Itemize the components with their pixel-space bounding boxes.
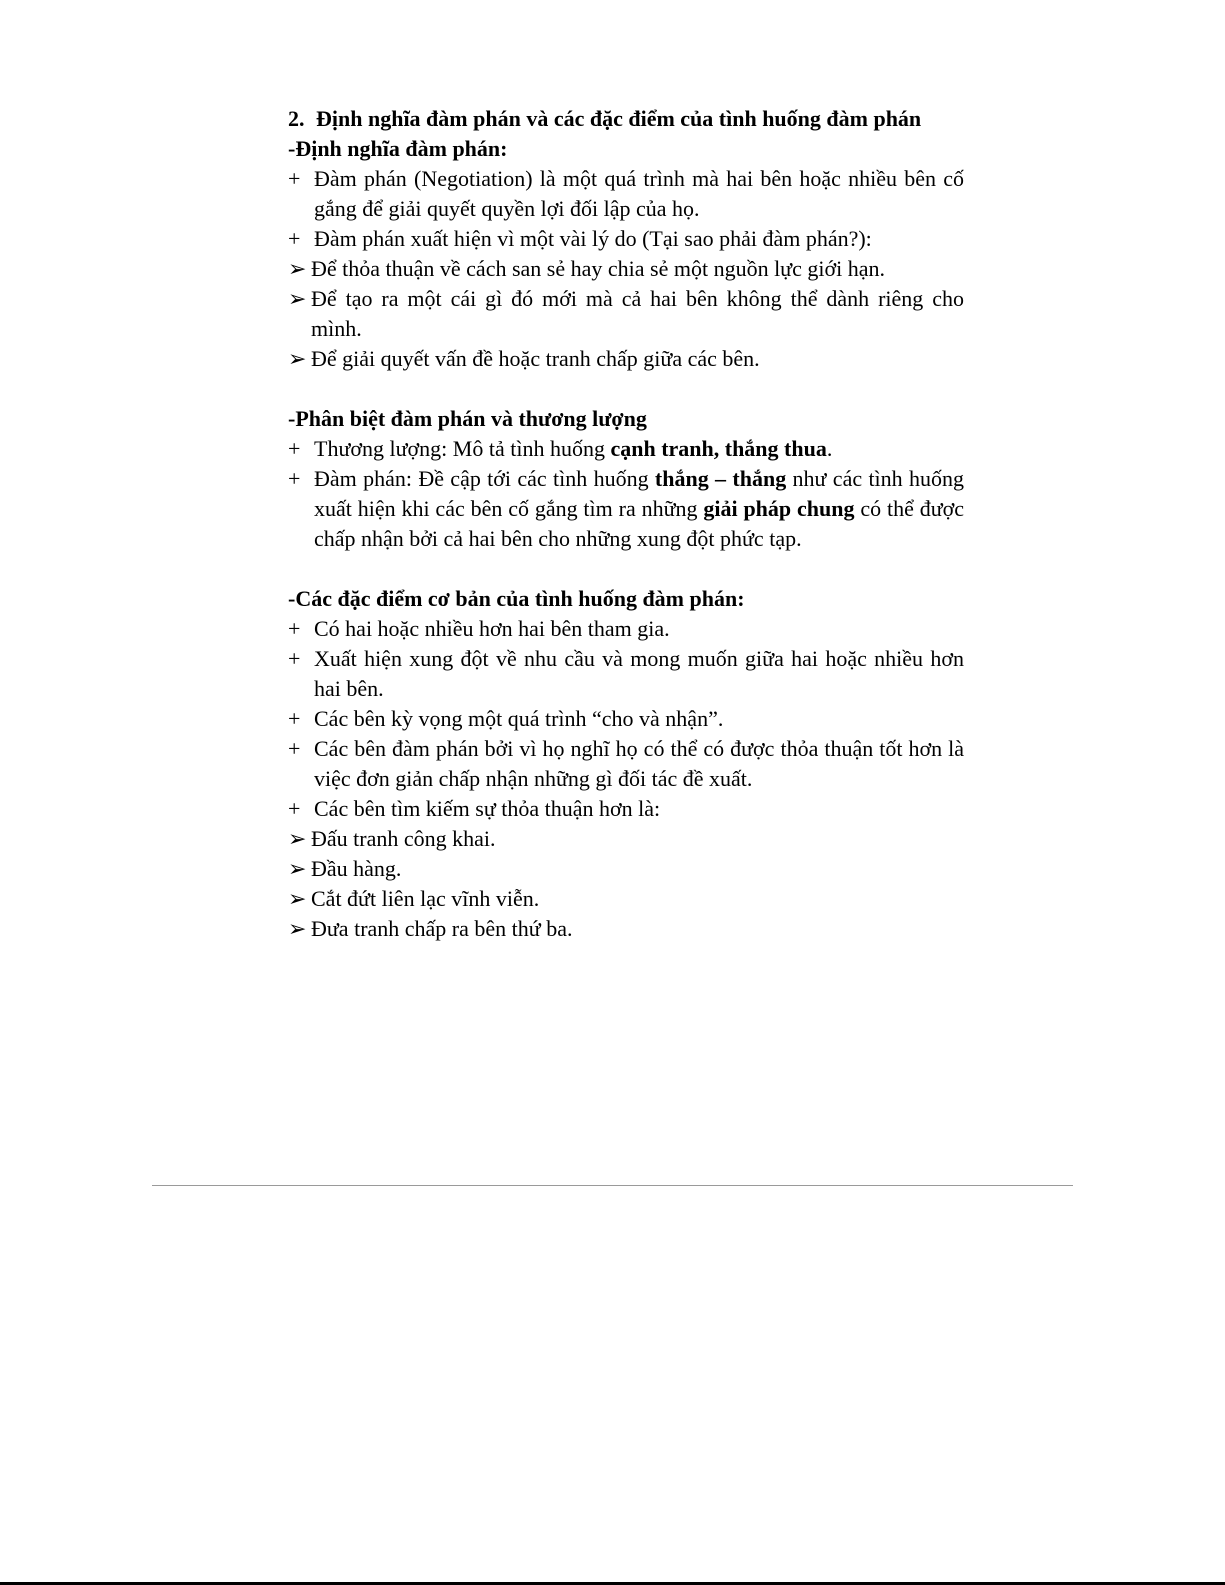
- bargaining-text-end: .: [826, 436, 833, 461]
- plus-bullet-icon: +: [288, 166, 301, 191]
- bargaining-text: Thương lượng: Mô tả tình huống: [314, 436, 611, 461]
- characteristics-heading: -Các đặc điểm cơ bản của tình huống đàm phán:: [288, 586, 745, 611]
- negotiation-text: Đàm phán: Đề cập tới các tình huống: [314, 466, 655, 491]
- characteristic-item: [288, 794, 964, 824]
- alternative-text: Cắt đứt liên lạc vĩnh viễn.: [311, 886, 540, 911]
- bargaining-item: [288, 434, 964, 464]
- reason-item-text: Để giải quyết vấn đề hoặc tranh chấp giữa các bên.: [311, 346, 760, 371]
- arrow-bullet-icon: ➢: [288, 856, 307, 881]
- section-title: [288, 104, 964, 134]
- plus-bullet-icon: +: [288, 736, 301, 761]
- alternative-item: [288, 824, 964, 854]
- reason-item: [288, 344, 964, 374]
- negotiation-item: [288, 464, 964, 554]
- negotiation-emphasis-1: thắng – thắng: [654, 466, 787, 491]
- definition-heading: -Định nghĩa đàm phán:: [288, 136, 508, 161]
- reason-item: [288, 284, 964, 344]
- plus-bullet-icon: +: [288, 226, 301, 251]
- plus-bullet-icon: +: [288, 646, 301, 671]
- bargaining-emphasis: cạnh tranh, thắng thua: [610, 436, 827, 461]
- section-number: 2.: [288, 106, 305, 131]
- definition-item-text: Đàm phán (Negotiation) là một quá trình mà hai bên hoặc nhiều bên cố gắng để giải quyết quyền lợi đối lập của họ.: [314, 166, 964, 221]
- characteristic-text: Có hai hoặc nhiều hơn hai bên tham gia.: [314, 616, 670, 641]
- alternative-text: Đưa tranh chấp ra bên thứ ba.: [311, 916, 573, 941]
- characteristic-text: Các bên tìm kiếm sự thỏa thuận hơn là:: [314, 796, 661, 821]
- definition-item: [288, 164, 964, 224]
- characteristic-item: [288, 704, 964, 734]
- alternative-item: [288, 854, 964, 884]
- spacer: [288, 374, 964, 404]
- negotiation-emphasis-2: giải pháp chung: [703, 496, 855, 521]
- document-body: [288, 104, 964, 944]
- plus-bullet-icon: +: [288, 466, 301, 491]
- plus-bullet-icon: +: [288, 706, 301, 731]
- arrow-bullet-icon: ➢: [288, 916, 307, 941]
- characteristic-text: Xuất hiện xung đột về nhu cầu và mong muốn giữa hai hoặc nhiều hơn hai bên.: [314, 646, 964, 701]
- alternative-text: Đầu hàng.: [311, 856, 402, 881]
- reason-item-text: Để tạo ra một cái gì đó mới mà cả hai bên không thể dành riêng cho mình.: [311, 286, 964, 341]
- plus-bullet-icon: +: [288, 436, 301, 461]
- arrow-bullet-icon: ➢: [288, 346, 307, 371]
- spacer: [288, 554, 964, 584]
- reason-item: [288, 254, 964, 284]
- plus-bullet-icon: +: [288, 616, 301, 641]
- reason-item-text: Để thỏa thuận về cách san sẻ hay chia sẻ một nguồn lực giới hạn.: [311, 256, 885, 281]
- negotiation-text-end: có thể được chấp nhận bởi cả hai bên cho những xung đột phức tạp.: [314, 496, 965, 551]
- characteristic-item: [288, 734, 964, 794]
- characteristic-item: [288, 614, 964, 644]
- characteristic-text: Các bên đàm phán bởi vì họ nghĩ họ có thể có được thỏa thuận tốt hơn là việc đơn giản chấp nhận những gì đối tác đề xuất.: [314, 736, 964, 791]
- characteristic-item: [288, 644, 964, 704]
- arrow-bullet-icon: ➢: [288, 256, 307, 281]
- alternative-item: [288, 884, 964, 914]
- negotiation-text-mid: như các tình huống xuất hiện khi các bên cố gắng tìm ra những: [314, 466, 965, 521]
- arrow-bullet-icon: ➢: [288, 286, 307, 311]
- arrow-bullet-icon: ➢: [288, 886, 307, 911]
- alternative-text: Đấu tranh công khai.: [311, 826, 496, 851]
- definition-item-text: Đàm phán xuất hiện vì một vài lý do (Tại sao phải đàm phán?):: [314, 226, 872, 251]
- definition-item: [288, 224, 964, 254]
- plus-bullet-icon: +: [288, 796, 301, 821]
- alternative-item: [288, 914, 964, 944]
- distinguish-heading: -Phân biệt đàm phán và thương lượng: [288, 406, 647, 431]
- section-title-text: Định nghĩa đàm phán và các đặc điểm của tình huống đàm phán: [316, 106, 922, 131]
- characteristic-text: Các bên kỳ vọng một quá trình “cho và nhận”.: [314, 706, 724, 731]
- arrow-bullet-icon: ➢: [288, 826, 307, 851]
- page-divider: [152, 1185, 1073, 1186]
